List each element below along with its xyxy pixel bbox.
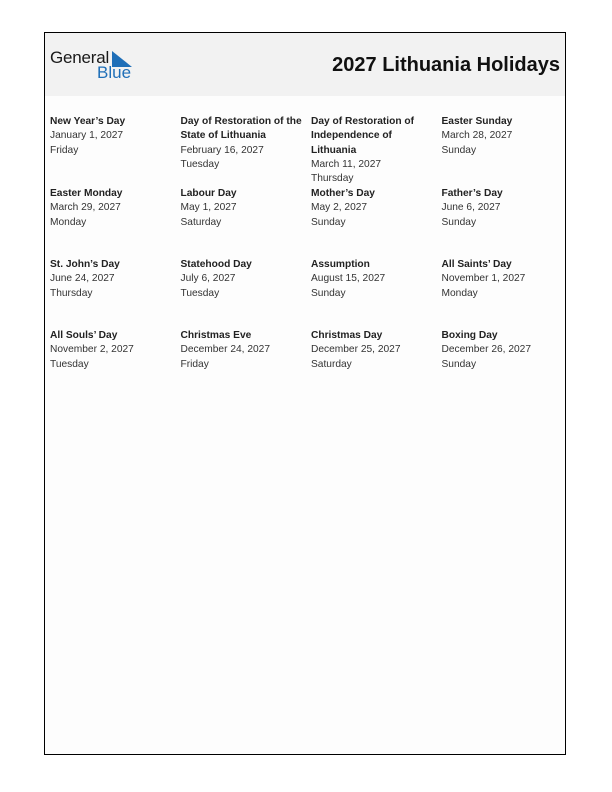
holiday-name: Boxing Day [441,330,498,341]
holiday-name: Christmas Eve [180,330,252,341]
logo-general-text: General [50,48,110,67]
holiday-weekday: Sunday [311,216,346,228]
holiday-item [442,329,568,372]
holiday-name: Mother’s Day [311,188,375,199]
holiday-weekday: Tuesday [180,287,220,299]
page-title: 2027 Lithuania Holidays [332,54,560,76]
holiday-name: All Saints’ Day [441,259,512,270]
holiday-date: June 24, 2027 [50,273,115,285]
holiday-name: Labour Day [180,188,237,199]
holiday-item [442,115,568,158]
generalblue-logo [50,48,140,84]
holiday-weekday: Sunday [441,358,477,370]
holiday-weekday: Tuesday [180,158,220,170]
holiday-weekday: Thursday [50,287,93,299]
holiday-date: December 24, 2027 [180,344,270,356]
holiday-date: August 15, 2027 [311,273,386,285]
holiday-weekday: Thursday [311,173,354,185]
holiday-name: Easter Monday [50,188,123,199]
holiday-date: January 1, 2027 [50,130,124,142]
holiday-weekday: Sunday [311,287,346,299]
holiday-date: December 25, 2027 [311,344,401,356]
holiday-name: Christmas Day [311,330,383,341]
holiday-name: Day of Restoration of Independence of Lithuania [311,116,415,156]
holiday-weekday: Saturday [311,358,352,370]
holiday-item [311,115,437,186]
holiday-weekday: Friday [50,144,79,156]
holiday-name: St. John’s Day [50,259,120,270]
holiday-weekday: Friday [180,358,209,370]
logo-blue-text: Blue [97,63,132,82]
holiday-name: Day of Restoration of the State of Lithuania [180,116,302,142]
holiday-name: All Souls’ Day [50,330,118,341]
holiday-item [50,329,176,372]
holiday-weekday: Saturday [180,216,222,228]
holiday-name: Assumption [311,259,370,270]
holiday-item [181,187,307,230]
holiday-date: November 2, 2027 [50,344,134,356]
holiday-weekday: Tuesday [50,358,89,370]
holiday-item [442,258,568,301]
holiday-name: Father’s Day [441,188,503,199]
holiday-item [311,329,437,372]
holiday-date: March 28, 2027 [441,130,513,142]
holiday-item [50,258,176,301]
holiday-item [442,187,568,230]
holiday-weekday: Sunday [441,144,477,156]
holiday-item [311,187,437,230]
holiday-date: March 29, 2027 [50,202,121,214]
holiday-item [181,115,307,172]
holiday-item [50,115,176,158]
holiday-name: Easter Sunday [441,116,513,127]
holiday-date: June 6, 2027 [441,202,501,214]
page-frame [44,32,566,755]
holiday-date: November 1, 2027 [441,273,526,285]
holiday-name: Statehood Day [180,259,252,270]
holiday-name: New Year’s Day [50,116,126,127]
holiday-item [311,258,437,301]
holiday-weekday: Monday [50,216,87,228]
holiday-date: May 2, 2027 [311,202,368,214]
holiday-weekday: Sunday [441,216,477,228]
holiday-date: March 11, 2027 [311,158,382,170]
holiday-date: December 26, 2027 [441,344,531,356]
holiday-item [181,329,307,372]
header [45,33,565,96]
holiday-weekday: Monday [441,287,478,299]
holiday-item [50,187,176,230]
holiday-date: July 6, 2027 [180,273,236,285]
holiday-item [181,258,307,301]
holiday-date: February 16, 2027 [180,144,264,156]
holiday-date: May 1, 2027 [180,202,237,214]
